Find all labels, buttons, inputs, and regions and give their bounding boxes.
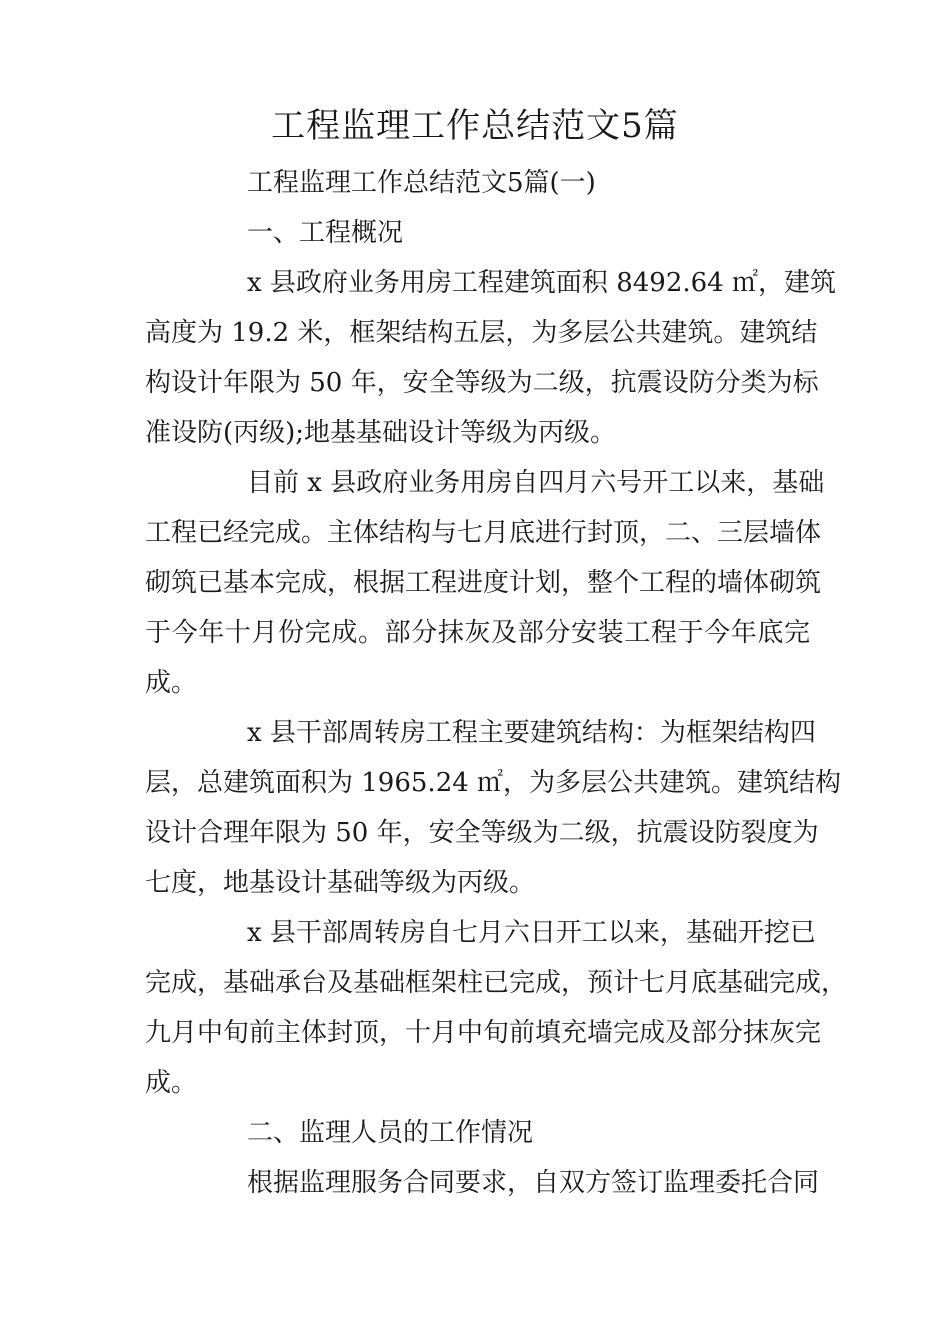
document-title: 工程监理工作总结范文5篇 [271,106,679,146]
section-subtitle: 工程监理工作总结范文5篇(一) [247,168,596,198]
paragraph-line: x 县政府业务用房工程建筑面积 8492.64 ㎡，建筑 [247,268,836,298]
paragraph-line: 层，总建筑面积为 1965.24 ㎡，为多层公共建筑。建筑结构 [145,768,842,798]
paragraph-line: x 县干部周转房自七月六日开工以来，基础开挖已 [247,918,816,948]
section-heading-1: 一、工程概况 [247,218,404,248]
paragraph-line: 目前 x 县政府业务用房自四月六号开工以来，基础 [247,468,825,498]
paragraph-line: 七度，地基设计基础等级为丙级。 [145,868,536,898]
paragraph-line: 准设防(丙级);地基基础设计等级为丙级。 [145,418,617,448]
paragraph-line: 于今年十月份完成。部分抹灰及部分安装工程于今年底完 [145,618,810,648]
section-heading-2: 二、监理人员的工作情况 [247,1118,534,1148]
paragraph-line: 工程已经完成。主体结构与七月底进行封顶，二、三层墙体 [145,518,822,548]
paragraph-line: 高度为 19.2 米，框架结构五层，为多层公共建筑。建筑结 [145,318,818,348]
paragraph-line: 完成，基础承台及基础框架柱已完成，预计七月底基础完成， [145,968,848,998]
paragraph-line: 成。 [145,1068,198,1098]
paragraph-line: 设计合理年限为 50 年，安全等级为二级，抗震设防裂度为 [145,818,819,848]
paragraph-line: 根据监理服务合同要求，自双方签订监理委托合同 [247,1168,820,1198]
paragraph-line: 构设计年限为 50 年，安全等级为二级，抗震设防分类为标 [145,368,819,398]
paragraph-line: x 县干部周转房工程主要建筑结构：为框架结构四 [247,718,816,748]
paragraph-line: 成。 [145,668,198,698]
paragraph-line: 砌筑已基本完成，根据工程进度计划，整个工程的墙体砌筑 [145,568,822,598]
paragraph-line: 九月中旬前主体封顶，十月中旬前填充墙完成及部分抹灰完 [145,1018,822,1048]
